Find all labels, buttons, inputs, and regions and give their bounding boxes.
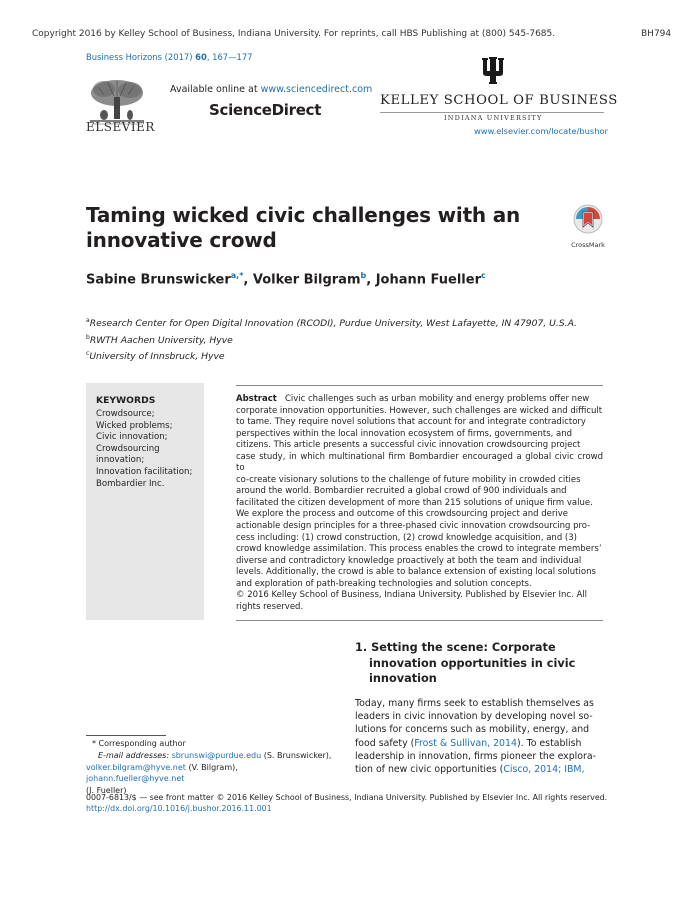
author-affiliation-marker[interactable]: c	[481, 271, 486, 280]
email-link[interactable]: volker.bilgram@hyve.net	[86, 762, 186, 772]
abstract-label: Abstract	[236, 394, 277, 404]
email-link[interactable]: johann.fueller@hyve.net	[86, 774, 185, 784]
abstract-line: We explore the process and outcome of this crowdsourcing project and derive	[236, 509, 568, 520]
email-link[interactable]: sbrunswi@purdue.edu	[171, 750, 262, 760]
email-owner: (S. Brunswicker),	[261, 750, 332, 760]
footnote-rule	[86, 735, 166, 736]
keyword-item: Innovation facilitation;	[96, 466, 193, 477]
document-code: BH794	[641, 29, 672, 39]
affiliation-marker: b	[86, 333, 90, 341]
body-line: leaders in civic innovation by developing novel so-	[355, 711, 593, 723]
affiliations	[86, 314, 577, 364]
section-heading	[355, 640, 605, 687]
abstract-bottom-rule	[236, 620, 603, 621]
crossmark-button[interactable]	[566, 204, 610, 252]
body-line: Today, many firms seek to establish themselves as	[355, 698, 594, 709]
journal-homepage-link[interactable]: www.elsevier.com/locate/bushor	[474, 126, 608, 136]
abstract-line: cess including: (1) crowd construction, (2) crowd knowledge acquisition, and (3)	[236, 532, 577, 543]
email-line	[86, 762, 338, 786]
abstract-line: © 2016 Kelley School of Business, Indiana University. Published by Elsevier Inc. All	[236, 590, 587, 601]
author-affiliation-marker[interactable]: a,*	[230, 271, 244, 280]
front-matter-line: 0007-6813/$ — see front matter © 2016 Kelley School of Business, Indiana University. Published by Elsevier Inc. All rights reserved.	[86, 793, 608, 802]
author-separator: ,	[366, 272, 376, 288]
copyright-line: Copyright 2016 by Kelley School of Business, Indiana University. For reprints, call HBS Publishing at (800) 545-7685.	[32, 29, 556, 39]
abstract-line: crowd knowledge assimilation. This process enables the crowd to integrate members’	[236, 544, 602, 555]
affiliation-text: University of Innsbruck, Hyve	[89, 351, 225, 363]
elsevier-wordmark: ELSEVIER	[86, 120, 155, 134]
keyword-item: Crowdsourcing	[96, 443, 160, 454]
email-owner: (J. Fueller)	[86, 786, 127, 796]
affiliation-item	[86, 314, 577, 331]
journal-name: Business Horizons (2017)	[86, 52, 196, 62]
citation-link[interactable]: Cisco, 2014; IBM,	[503, 764, 585, 776]
crossmark-icon	[573, 204, 603, 236]
abstract-line: corporate innovation opportunities. However, such challenges are wicked and difficult	[236, 405, 603, 416]
abstract-line: and exploration of path-breaking technologies and solution concepts.	[236, 578, 532, 589]
keyword-item: Bombardier Inc.	[96, 478, 165, 489]
body-text-span: ). To establish	[516, 737, 582, 749]
available-prefix: Available online at	[170, 84, 261, 95]
abstract-line: around the world. Bombardier recruited a global crowd of 900 individuals and	[236, 486, 567, 497]
keyword-item: Civic innovation;	[96, 432, 168, 443]
journal-citation[interactable]	[86, 52, 252, 62]
title-line-1: Taming wicked civic challenges with an	[86, 203, 521, 227]
kelley-school-name: KELLEY SCHOOL OF BUSINESS	[380, 93, 618, 108]
abstract	[236, 394, 603, 613]
abstract-line: perspectives within the local innovation ecosystem of firms, governments, and	[236, 428, 573, 439]
abstract-line	[236, 394, 603, 406]
abstract-line: rights reserved.	[236, 601, 304, 612]
author-affiliation-marker[interactable]: b	[360, 271, 367, 280]
abstract-line: citizens. This article presents a successful civic innovation crowdsourcing project	[236, 440, 581, 451]
body-text-span: food safety (	[355, 737, 415, 749]
keyword-item: Crowdsource;	[96, 409, 155, 419]
abstract-line: actionable design principles for a three-phased civic innovation crowdsourcing pro-	[236, 521, 591, 532]
keyword-item: innovation;	[96, 455, 145, 466]
affiliation-text: Research Center for Open Digital Innovation (RCODI), Purdue University, West Lafayette, IN 47907, U.S.A.	[89, 318, 577, 330]
abstract-text: Civic challenges such as urban mobility and energy problems offer new	[284, 394, 590, 404]
body-line: leadership in innovation, firms pioneer the explora-	[355, 750, 596, 762]
crossmark-label: CrossMark	[571, 241, 605, 249]
email-owner: (V. Bilgram),	[185, 762, 238, 772]
email-label: E-mail addresses:	[98, 750, 172, 760]
author-name: Johann Fueller	[375, 272, 481, 288]
kelley-divider	[380, 112, 604, 113]
body-line	[355, 763, 605, 776]
abstract-top-rule	[236, 385, 603, 386]
affiliation-marker: c	[86, 350, 90, 358]
body-text-span: tion of new civic opportunities (	[355, 764, 504, 776]
corresponding-author-note: * Corresponding author	[92, 739, 186, 748]
front-matter-copyright	[86, 792, 607, 815]
title-line-2: innovative crowd	[86, 228, 277, 252]
keywords-list	[96, 409, 192, 490]
keywords-heading: KEYWORDS	[96, 395, 156, 406]
body-line	[355, 737, 605, 750]
keyword-item: Wicked problems;	[96, 420, 173, 431]
indiana-university: INDIANA UNIVERSITY	[444, 114, 543, 122]
sciencedirect-link[interactable]: www.sciencedirect.com	[260, 84, 373, 95]
affiliation-text: RWTH Aachen University, Hyve	[89, 334, 233, 346]
abstract-line: diverse and contradictory knowledge proactively at both the team and individual	[236, 555, 582, 566]
author-list	[86, 271, 486, 287]
body-line: lutions for concerns such as mobility, energy, and	[355, 724, 590, 736]
available-online	[170, 84, 372, 95]
affiliation-item	[86, 347, 577, 364]
abstract-line: facilitated the citizen development of more than 215 solutions of unique firm value.	[236, 497, 593, 508]
iu-trident-icon	[480, 56, 506, 86]
affiliation-item	[86, 331, 577, 348]
section-body-text	[355, 697, 605, 776]
abstract-line: co-create visionary solutions to the challenge of future mobility in crowded cities	[236, 474, 581, 485]
affiliation-marker: a	[86, 317, 90, 324]
author-name: Sabine Brunswicker	[86, 272, 231, 288]
journal-volume: 60	[195, 52, 207, 62]
article-title	[86, 203, 556, 253]
abstract-line: case study, in which multinational firm Bombardier encouraged a global civic crowd to	[236, 451, 603, 474]
section-heading-line: innovation opportunities in civic	[369, 656, 576, 670]
author-name: Volker Bilgram	[252, 272, 361, 288]
journal-pages: , 167—177	[206, 52, 253, 62]
doi-link[interactable]: http://dx.doi.org/10.1016/j.bushor.2016.11.001	[86, 804, 272, 814]
section-heading-line: innovation	[369, 672, 437, 685]
footnote	[86, 738, 338, 797]
abstract-line: to tame. They require novel solutions that account for and integrate contradictory	[236, 417, 586, 428]
author-separator: ,	[243, 272, 253, 288]
citation-link[interactable]: Frost & Sullivan, 2014	[414, 737, 517, 749]
section-heading-line: 1. Setting the scene: Corporate	[355, 641, 556, 654]
sciencedirect-wordmark: ScienceDirect	[209, 101, 322, 119]
abstract-line: levels. Additionally, the crowd is able to balance extension of existing local solutions	[236, 567, 596, 578]
email-line	[86, 750, 338, 762]
